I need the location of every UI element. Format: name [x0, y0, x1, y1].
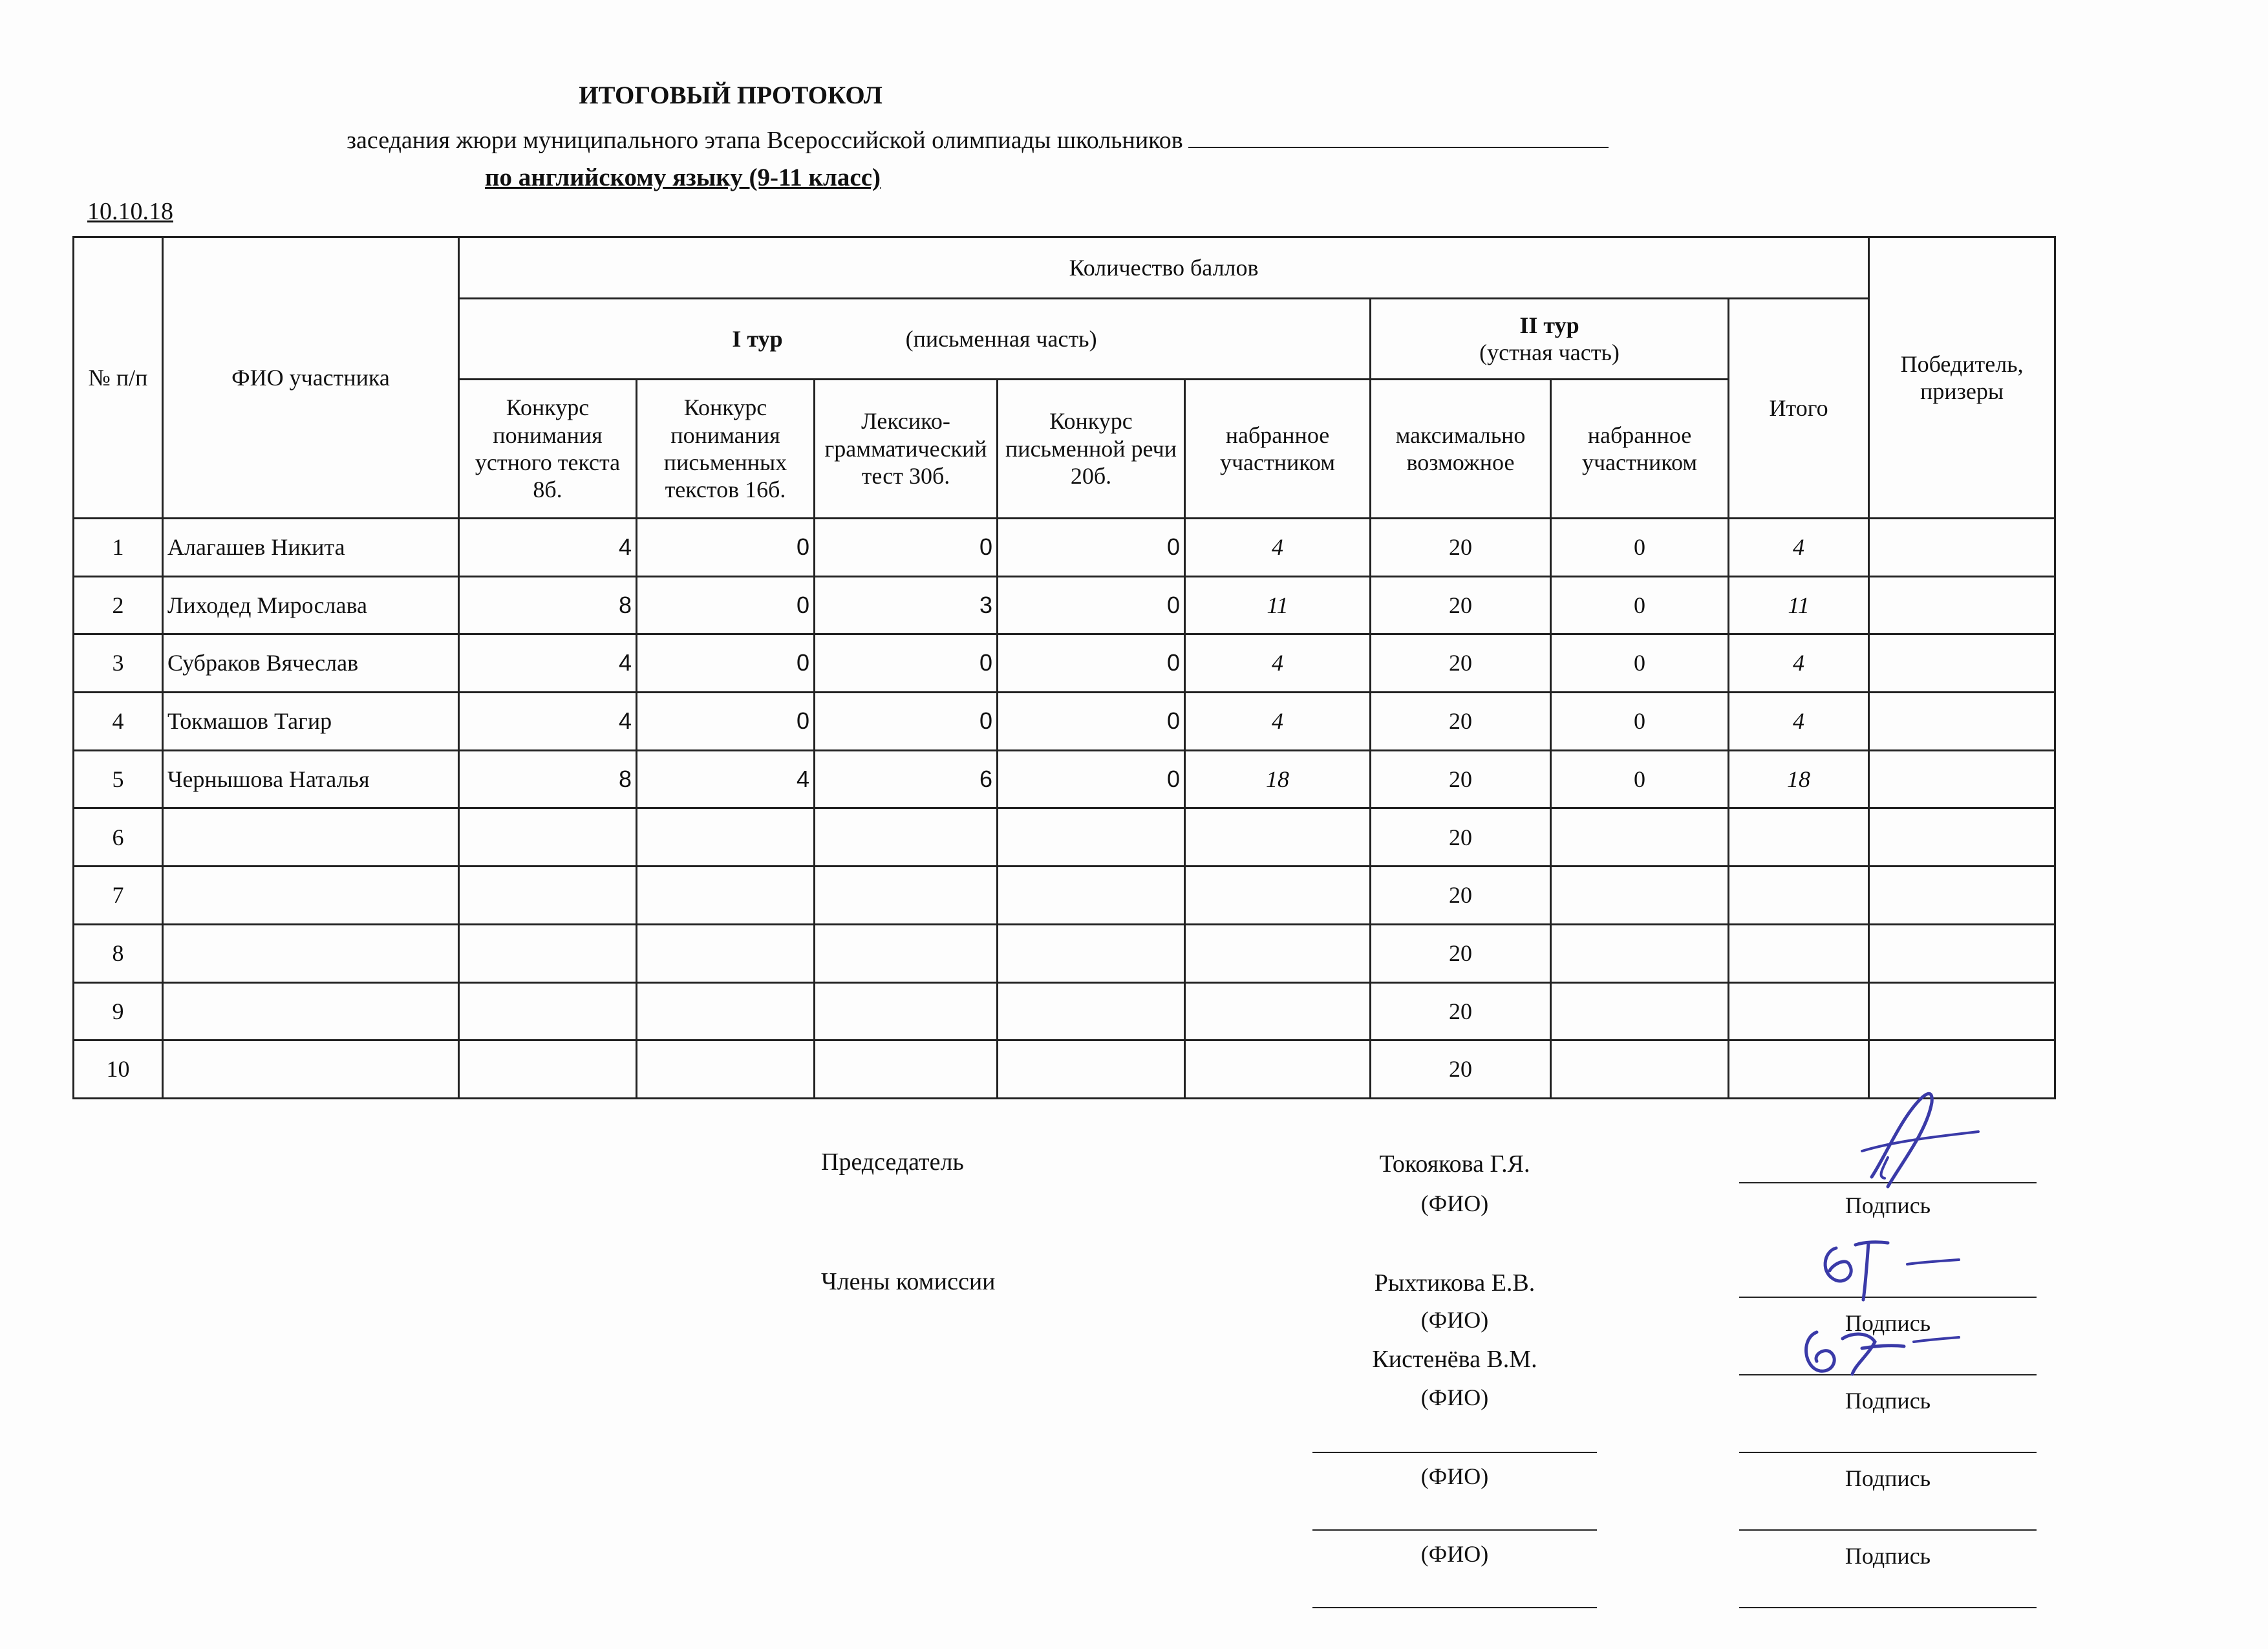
row-number: 4 — [74, 693, 163, 751]
score-tour2-max: 20 — [1371, 519, 1551, 577]
score-grammar: 0 — [815, 634, 998, 693]
score-tour1 — [1185, 924, 1371, 982]
score-tour2-max: 20 — [1371, 1040, 1551, 1099]
member5-signature-line — [1739, 1607, 2037, 1608]
winner-status — [1869, 1040, 2055, 1099]
member1-signature-line — [1739, 1297, 2037, 1298]
row-number: 3 — [74, 634, 163, 693]
score-tour1 — [1185, 808, 1371, 867]
score-tour2-max: 20 — [1371, 576, 1551, 634]
score-writing: 0 — [998, 634, 1185, 693]
score-tour2-max: 20 — [1371, 808, 1551, 867]
participant-name — [163, 924, 459, 982]
table-row — [74, 634, 2055, 693]
winner-status — [1869, 867, 2055, 925]
header-writing: Конкурс письменной речи 20б. — [998, 380, 1185, 519]
header-scores: Количество баллов — [459, 237, 1869, 299]
tour1-title: I тур — [732, 325, 783, 352]
table-row — [74, 808, 2055, 867]
score-reading — [637, 1040, 815, 1099]
score-writing: 0 — [998, 750, 1185, 808]
row-number: 2 — [74, 576, 163, 634]
score-grammar — [815, 867, 998, 925]
score-tour2 — [1551, 982, 1729, 1040]
table-row — [74, 576, 2055, 634]
score-listening: 8 — [459, 750, 637, 808]
score-grammar — [815, 924, 998, 982]
participant-name — [163, 982, 459, 1040]
row-number: 7 — [74, 867, 163, 925]
score-listening — [459, 867, 637, 925]
score-tour1: 4 — [1185, 634, 1371, 693]
score-listening: 8 — [459, 576, 637, 634]
header-winner: Победитель, призеры — [1869, 237, 2055, 519]
score-grammar — [815, 982, 998, 1040]
header-tour2-max: максимально возможное — [1371, 380, 1551, 519]
member4-fio-line — [1312, 1529, 1597, 1531]
header-tour2 — [1371, 299, 1729, 380]
score-tour2-max: 20 — [1371, 867, 1551, 925]
member2-signature-line — [1739, 1374, 2037, 1375]
score-tour1 — [1185, 1040, 1371, 1099]
score-reading: 0 — [637, 693, 815, 751]
chair-label: Председатель — [821, 1148, 964, 1176]
header-tour2-score: набранное участником — [1551, 380, 1729, 519]
row-number: 1 — [74, 519, 163, 577]
score-tour1: 4 — [1185, 693, 1371, 751]
winner-status — [1869, 519, 2055, 577]
score-writing — [998, 924, 1185, 982]
member5-fio-line — [1312, 1607, 1597, 1608]
member3-sign-caption: Подпись — [1845, 1465, 1931, 1491]
member3-signature-line — [1739, 1452, 2037, 1453]
protocol-date: 10.10.18 — [87, 198, 173, 225]
member1-name: Рыхтикова Е.В. — [1374, 1269, 1535, 1297]
header-tour1-score: набранное участником — [1185, 380, 1371, 519]
score-grammar: 0 — [815, 519, 998, 577]
member1-sign-caption: Подпись — [1845, 1310, 1931, 1336]
score-total — [1729, 924, 1869, 982]
score-tour2: 0 — [1551, 576, 1729, 634]
table-row — [74, 982, 2055, 1040]
header-participant: ФИО участника — [163, 237, 459, 519]
score-reading: 0 — [637, 576, 815, 634]
member3-fio-line — [1312, 1452, 1597, 1453]
score-total — [1729, 867, 1869, 925]
participant-name: Субраков Вячеслав — [163, 634, 459, 693]
chair-sign-caption: Подпись — [1845, 1192, 1931, 1218]
participant-name: Токмашов Тагир — [163, 693, 459, 751]
document-title: ИТОГОВЫЙ ПРОТОКОЛ — [579, 81, 883, 109]
score-reading — [637, 867, 815, 925]
winner-status — [1869, 808, 2055, 867]
subtitle-text: заседания жюри муниципального этапа Всероссийской олимпиады школьников — [347, 127, 1183, 154]
subject-line: по английскому языку (9-11 класс) — [485, 164, 881, 191]
results-body — [74, 519, 2055, 1099]
score-tour2 — [1551, 924, 1729, 982]
score-reading: 0 — [637, 519, 815, 577]
score-listening — [459, 808, 637, 867]
score-tour2: 0 — [1551, 750, 1729, 808]
score-tour1: 4 — [1185, 519, 1371, 577]
score-reading: 0 — [637, 634, 815, 693]
score-reading: 4 — [637, 750, 815, 808]
score-writing — [998, 1040, 1185, 1099]
score-listening: 4 — [459, 519, 637, 577]
chair-signature-icon — [1823, 1080, 1991, 1209]
score-tour2-max: 20 — [1371, 634, 1551, 693]
score-listening — [459, 924, 637, 982]
score-total: 4 — [1729, 634, 1869, 693]
table-row — [74, 693, 2055, 751]
score-total: 11 — [1729, 576, 1869, 634]
score-writing: 0 — [998, 519, 1185, 577]
score-total: 18 — [1729, 750, 1869, 808]
members-label: Члены комиссии — [821, 1268, 996, 1295]
score-tour1: 11 — [1185, 576, 1371, 634]
score-reading — [637, 924, 815, 982]
score-tour1 — [1185, 867, 1371, 925]
winner-status — [1869, 924, 2055, 982]
participant-name — [163, 1040, 459, 1099]
score-tour1: 18 — [1185, 750, 1371, 808]
row-number: 5 — [74, 750, 163, 808]
row-number: 9 — [74, 982, 163, 1040]
score-tour2 — [1551, 867, 1729, 925]
score-grammar: 0 — [815, 693, 998, 751]
header-reading: Конкурс понимания письменных текстов 16б. — [637, 380, 815, 519]
score-tour2-max: 20 — [1371, 750, 1551, 808]
score-tour1 — [1185, 982, 1371, 1040]
participant-name: Лиходед Мирослава — [163, 576, 459, 634]
participant-name — [163, 808, 459, 867]
member2-sign-caption: Подпись — [1845, 1388, 1931, 1414]
header-number: № п/п — [74, 237, 163, 519]
member2-fio-caption: (ФИО) — [1420, 1385, 1489, 1410]
score-tour2: 0 — [1551, 519, 1729, 577]
score-listening — [459, 1040, 637, 1099]
score-grammar: 6 — [815, 750, 998, 808]
tour2-subtitle: (устная часть) — [1479, 339, 1620, 365]
row-number: 8 — [74, 924, 163, 982]
score-grammar: 3 — [815, 576, 998, 634]
score-grammar — [815, 808, 998, 867]
member1-fio-caption: (ФИО) — [1420, 1307, 1489, 1333]
score-tour2-max: 20 — [1371, 982, 1551, 1040]
score-grammar — [815, 1040, 998, 1099]
score-listening: 4 — [459, 634, 637, 693]
subtitle-blank-line — [1188, 127, 1609, 148]
score-total: 4 — [1729, 519, 1869, 577]
participant-name: Алагашев Никита — [163, 519, 459, 577]
winner-status — [1869, 750, 2055, 808]
participant-name — [163, 867, 459, 925]
score-writing — [998, 808, 1185, 867]
header-listening: Конкурс понимания устного текста 8б. — [459, 380, 637, 519]
winner-status — [1869, 693, 2055, 751]
winner-status — [1869, 982, 2055, 1040]
row-number: 6 — [74, 808, 163, 867]
score-listening: 4 — [459, 693, 637, 751]
results-table — [72, 236, 2056, 1099]
header-tour1 — [459, 299, 1371, 380]
score-tour2-max: 20 — [1371, 693, 1551, 751]
header-total: Итого — [1729, 299, 1869, 519]
score-writing — [998, 867, 1185, 925]
document-subtitle — [347, 126, 1609, 155]
winner-status — [1869, 576, 2055, 634]
member2-name: Кистенёва В.М. — [1372, 1346, 1537, 1373]
score-reading — [637, 808, 815, 867]
score-listening — [459, 982, 637, 1040]
score-writing: 0 — [998, 693, 1185, 751]
score-tour2: 0 — [1551, 693, 1729, 751]
table-row — [74, 924, 2055, 982]
score-tour2 — [1551, 1040, 1729, 1099]
table-row — [74, 519, 2055, 577]
tour2-title: II тур — [1519, 312, 1579, 338]
tour1-subtitle: (письменная часть) — [905, 325, 1097, 352]
member1-signature-icon — [1817, 1235, 1972, 1313]
chair-name: Токоякова Г.Я. — [1379, 1150, 1530, 1178]
score-total — [1729, 1040, 1869, 1099]
chair-signature-line — [1739, 1182, 2037, 1183]
score-writing — [998, 982, 1185, 1040]
table-row — [74, 750, 2055, 808]
chair-fio-caption: (ФИО) — [1420, 1191, 1489, 1216]
table-row — [74, 867, 2055, 925]
member4-signature-line — [1739, 1529, 2037, 1531]
score-reading — [637, 982, 815, 1040]
score-total — [1729, 982, 1869, 1040]
score-tour2-max: 20 — [1371, 924, 1551, 982]
score-total: 4 — [1729, 693, 1869, 751]
score-total — [1729, 808, 1869, 867]
score-writing: 0 — [998, 576, 1185, 634]
table-row — [74, 1040, 2055, 1099]
member4-sign-caption: Подпись — [1845, 1543, 1931, 1569]
member4-fio-caption: (ФИО) — [1420, 1541, 1489, 1567]
header-grammar: Лексико-грамматический тест 30б. — [815, 380, 998, 519]
participant-name: Чернышова Наталья — [163, 750, 459, 808]
score-tour2: 0 — [1551, 634, 1729, 693]
member3-fio-caption: (ФИО) — [1420, 1463, 1489, 1489]
row-number: 10 — [74, 1040, 163, 1099]
winner-status — [1869, 634, 2055, 693]
score-tour2 — [1551, 808, 1729, 867]
